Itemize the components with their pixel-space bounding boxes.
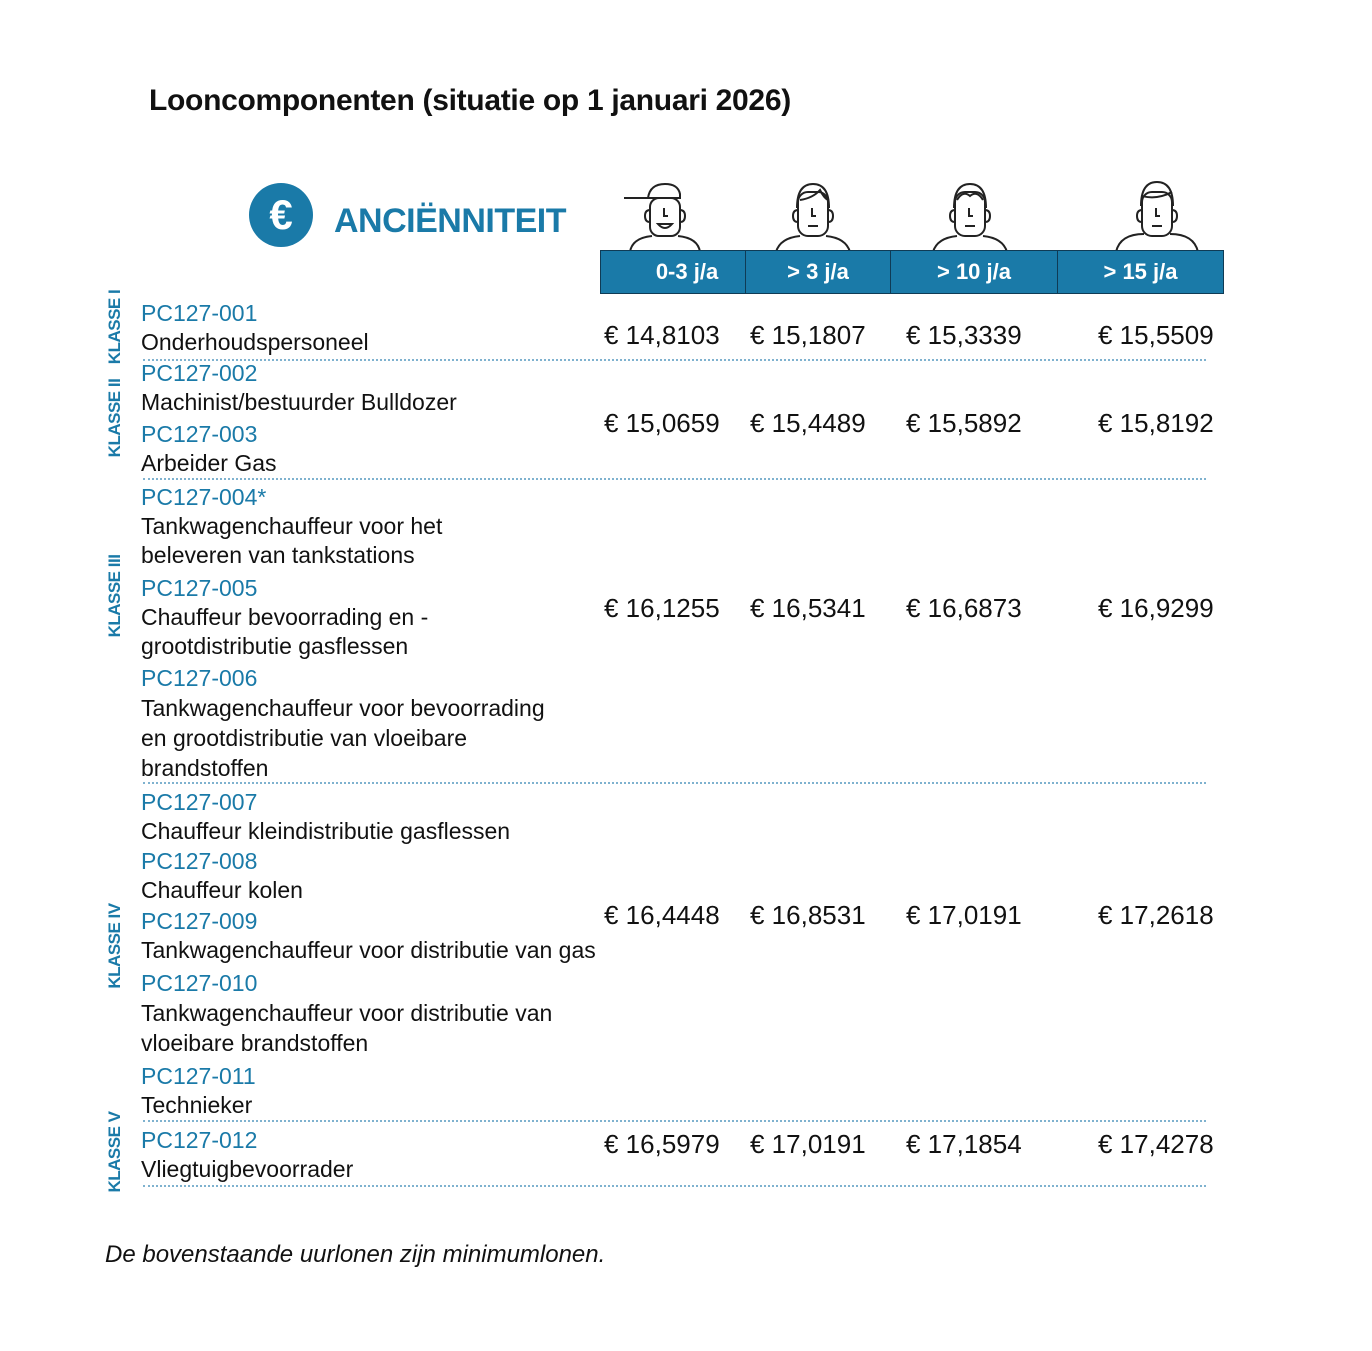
seniority-header: [600, 250, 1224, 294]
job-name: Arbeider Gas: [141, 450, 277, 476]
wage-cell: € 14,8103: [604, 320, 720, 350]
row-divider: [143, 1120, 1206, 1122]
young-worker-cap-icon: [620, 178, 710, 252]
wage-cell: € 17,4278: [1098, 1129, 1214, 1159]
column-header: > 3 j/a: [746, 251, 891, 293]
job-code: PC127-011: [141, 1063, 256, 1089]
job-entry: [141, 968, 591, 1058]
wage-cell: € 15,1807: [750, 320, 866, 350]
wage-cell: € 15,0659: [604, 408, 720, 438]
job-name: Technieker: [141, 1092, 253, 1118]
wage-cell: € 15,4489: [750, 408, 866, 438]
section-heading: ANCIËNNITEIT: [334, 202, 566, 240]
job-name: Tankwagenchauffeur voor distributie van vloeibare brandstoffen: [141, 1000, 553, 1056]
wage-cell: € 16,5341: [750, 593, 866, 623]
job-entry: [141, 420, 277, 478]
row-divider: [143, 1185, 1206, 1187]
column-header: > 10 j/a: [891, 251, 1058, 293]
job-code: PC127-012: [141, 1127, 258, 1153]
row-divider: [143, 782, 1206, 784]
wage-cell: € 15,8192: [1098, 408, 1214, 438]
job-code: PC127-004*: [141, 484, 267, 510]
worker-icon: [925, 178, 1015, 252]
wage-cell: € 15,5892: [906, 408, 1022, 438]
job-name: Onderhoudspersoneel: [141, 329, 369, 355]
wage-cell: € 16,1255: [604, 593, 720, 623]
row-divider: [143, 478, 1206, 480]
job-code: PC127-010: [141, 970, 258, 996]
job-code: PC127-001: [141, 300, 258, 326]
job-entry: [141, 1062, 256, 1120]
footnote: De bovenstaande uurlonen zijn minimumlonen.: [105, 1241, 606, 1268]
worker-icon: [768, 178, 858, 252]
euro-icon: €: [249, 183, 313, 247]
job-name: Machinist/bestuurder Bulldozer: [141, 389, 457, 415]
job-entry: [141, 483, 481, 570]
job-code: PC127-006: [141, 665, 258, 691]
wage-cell: € 16,8531: [750, 900, 866, 930]
job-entry: [141, 1126, 353, 1184]
page-title: Looncomponenten (situatie op 1 januari 2026): [149, 84, 791, 117]
job-code: PC127-002: [141, 360, 258, 386]
job-name: Tankwagenchauffeur voor bevoorrading en grootdistributie van vloeibare brandstoffen: [141, 695, 545, 781]
job-entry: [141, 788, 510, 846]
job-entry: [141, 907, 641, 965]
job-entry: [141, 299, 369, 357]
job-entry: [141, 574, 471, 661]
job-code: PC127-003: [141, 421, 258, 447]
senior-worker-icon: [1112, 178, 1202, 252]
job-code: PC127-007: [141, 789, 258, 815]
job-code: PC127-008: [141, 848, 258, 874]
wage-cell: € 15,3339: [906, 320, 1022, 350]
wage-cell: € 15,5509: [1098, 320, 1214, 350]
wage-cell: € 16,6873: [906, 593, 1022, 623]
job-name: Chauffeur kleindistributie gasflessen: [141, 818, 511, 844]
job-entry: [141, 663, 551, 783]
job-entry: [141, 359, 457, 417]
wage-cell: € 17,0191: [750, 1129, 866, 1159]
job-code: PC127-009: [141, 908, 258, 934]
column-header: 0-3 j/a: [601, 251, 746, 293]
job-name: Chauffeur bevoorrading en - grootdistributie gasflessen: [141, 604, 429, 659]
wage-cell: € 17,1854: [906, 1129, 1022, 1159]
job-name: Chauffeur kolen: [141, 877, 303, 903]
job-code: PC127-005: [141, 575, 258, 601]
job-name: Tankwagenchauffeur voor het beleveren van tankstations: [141, 513, 443, 568]
wage-cell: € 16,5979: [604, 1129, 720, 1159]
wage-cell: € 16,4448: [604, 900, 720, 930]
wage-cell: € 16,9299: [1098, 593, 1214, 623]
wage-cell: € 17,2618: [1098, 900, 1214, 930]
wage-cell: € 17,0191: [906, 900, 1022, 930]
job-name: Tankwagenchauffeur voor distributie van gas: [141, 937, 596, 963]
job-entry: [141, 847, 303, 905]
job-name: Vliegtuigbevoorrader: [141, 1156, 354, 1182]
column-header: > 15 j/a: [1058, 251, 1223, 293]
